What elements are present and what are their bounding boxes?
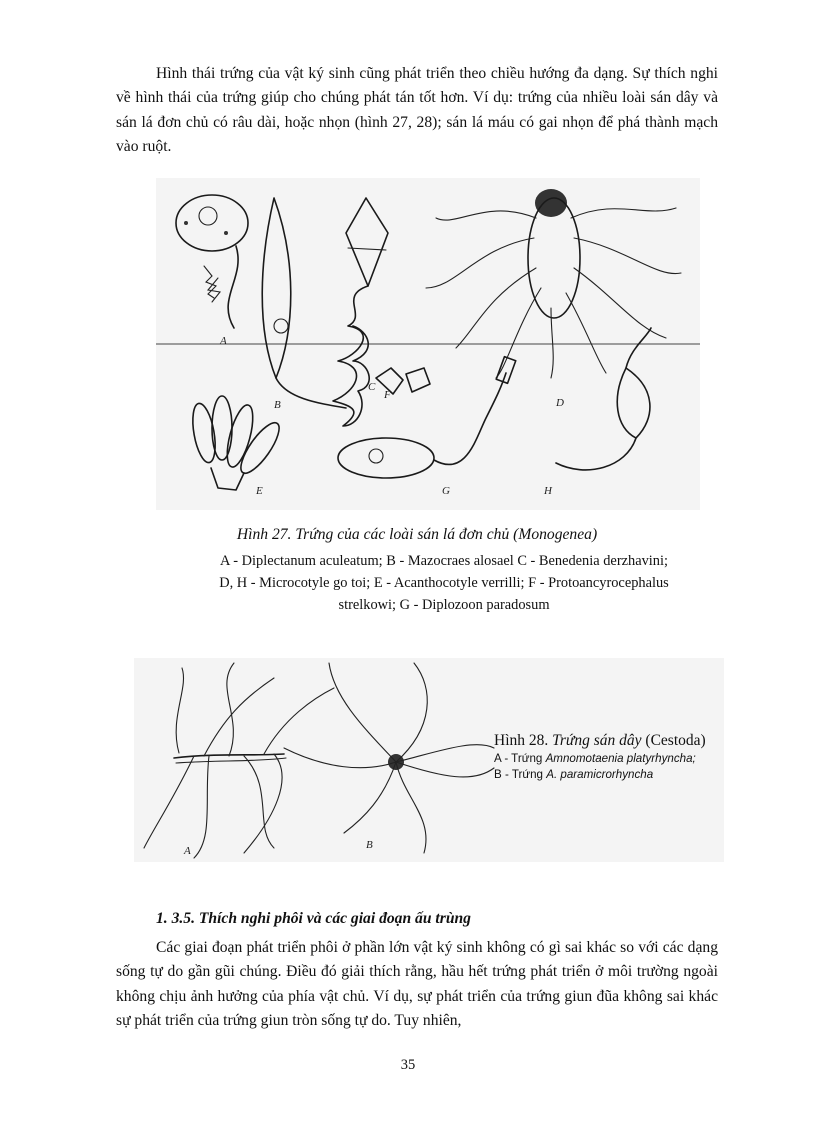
intro-paragraph: Hình thái trứng của vật ký sinh cũng phát triển theo chiều hướng đa dạng. Sự thích nghi về hình thái của trứng giúp cho chúng phát tán tốt hơn. Ví dụ: trứng của nhiều loài sán dây và sán lá đơn chủ có râu dài, hoặc nhọn (hình 27, 28); sán lá máu có gai nhọn để phá thành mạch vào ruột. xyxy=(116,65,718,155)
egg-e-drawing xyxy=(189,396,285,490)
egg-a-drawing xyxy=(176,195,248,328)
label-b: B xyxy=(274,399,281,411)
figure-28-line-a-species: Amnomotaenia platyrhyncha; xyxy=(545,752,696,765)
figure-27-caption-title: Hình 27. Trứng của các loài sán lá đơn chủ (Monogenea) xyxy=(236,526,598,543)
body-paragraph: Các giai đoạn phát triển phôi ở phần lớn vật ký sinh không có gì sai khác so với các dạng sống tự do gần gũi chúng. Điều đó giải thích rằng, hầu hết trứng phát triển ở môi trường ngoài không chịu ảnh hưởng của phía vật chủ. Ví dụ, sự phát triển của trứng giun đũa không sai khác sự phát triển của trứng giun tròn sống tự do. Tuy nhiên, xyxy=(116,939,718,1029)
fig28-label-b: B xyxy=(366,839,373,851)
label-d: D xyxy=(556,397,564,409)
label-h: H xyxy=(544,485,552,497)
label-g: G xyxy=(442,485,450,497)
figure-28-line-b xyxy=(494,767,724,783)
figure-28-caption xyxy=(494,731,724,783)
figure-27-caption-line: A - Diplectanum aculeatum; B - Mazocraes alosael C - Benedenia derzhavini; xyxy=(220,553,668,569)
page-number: 35 xyxy=(400,1057,416,1073)
egg-d-drawing xyxy=(426,189,681,378)
egg-b-filaments-drawing xyxy=(284,663,494,853)
figure-28-line-a-prefix: A - Trứng xyxy=(494,752,546,765)
figure-28-line-b-prefix: B - Trứng xyxy=(494,768,547,781)
section-heading: 1. 3.5. Thích nghi phôi và các giai đoạn ấu trùng xyxy=(156,910,471,927)
label-c: C xyxy=(368,381,376,393)
egg-a-filaments-drawing xyxy=(144,663,334,858)
figure-28-caption-title xyxy=(494,731,724,751)
figure-28-line-a xyxy=(494,751,724,767)
egg-b-drawing xyxy=(262,198,346,408)
label-e: E xyxy=(256,485,263,497)
label-f: F xyxy=(384,389,391,401)
fig28-label-a: A xyxy=(184,845,191,857)
figure-28-caption-suffix: (Cestoda) xyxy=(641,732,706,749)
egg-h-drawing xyxy=(556,328,651,470)
figure-28-line-b-species: A. paramicrorhyncha xyxy=(546,768,654,781)
label-a: A xyxy=(220,335,227,347)
egg-c-drawing xyxy=(333,198,388,426)
figure-27-caption-line: strelkowi; G - Diplozoon paradosum xyxy=(338,597,550,613)
figure-27-illustration xyxy=(156,178,700,510)
figure-27-caption-line: D, H - Microcotyle go toi; E - Acanthocotyle verrilli; F - Protoancyrocephalus xyxy=(219,575,669,591)
figure-28-caption-prefix: Hình 28. xyxy=(494,732,553,749)
figure-28-caption-italic: Trứng sán dây xyxy=(552,732,642,749)
figure-27-caption-body xyxy=(170,550,718,616)
